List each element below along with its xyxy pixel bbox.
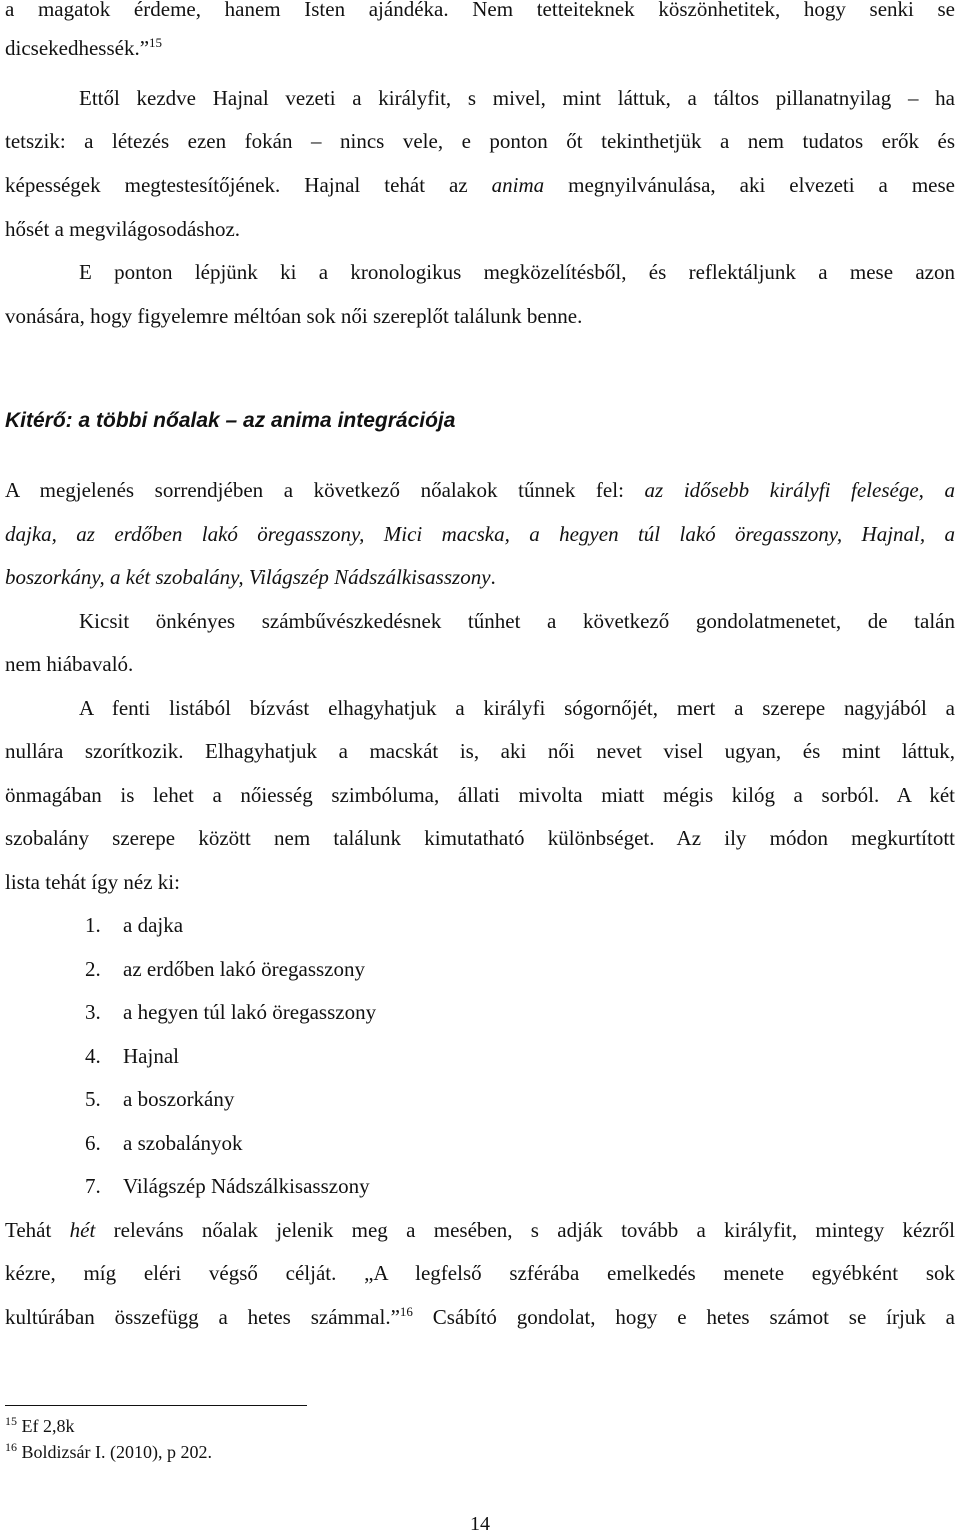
text-line: kézre, míg eléri végső célját. „A legfelső szférába emelkedés menete egyébként sok [5, 1261, 955, 1285]
list-text: a hegyen túl lakó öregasszony [123, 1000, 377, 1024]
list-item [85, 999, 376, 1025]
text-span: képességek megtestesítőjének. Hajnal tehát az [5, 173, 492, 197]
list-text: a szobalányok [123, 1131, 243, 1155]
text-line: Kicsit önkényes számbűvészkedésnek tűnhet a következő gondolatmenetet, de talán [79, 609, 955, 633]
text-line: nullára szorítkozik. Elhagyhatjuk a macskát is, aki női nevet visel ugyan, és mint láttuk, [5, 739, 955, 763]
footnote [5, 1441, 212, 1463]
text-line: a magatok érdeme, hanem Isten ajándéka. Nem tetteiteknek köszönhetitek, hogy senki se [5, 0, 955, 21]
text-line: nem hiábavaló. [5, 652, 134, 676]
text-span: dicsekedhessék.” [5, 36, 150, 60]
footnote-number: 16 [5, 1440, 17, 1454]
text-line [5, 1304, 955, 1330]
footnote-ref: 16 [399, 1304, 413, 1319]
list-text: Hajnal [123, 1044, 179, 1068]
text-line: vonására, hogy figyelemre méltóan sok női szereplőt találunk benne. [5, 304, 583, 328]
text-line: szobalány szerepe között nem találunk kimutatható különbséget. Az ily módon megkurtított [5, 826, 955, 850]
text-line: A fenti listából bízvást elhagyhatjuk a királyfi sógornőjét, mert a szerepe nagyjából a [79, 696, 955, 720]
list-number: 1. [85, 913, 101, 937]
italic-term: hét [69, 1218, 96, 1242]
text-line: hősét a megvilágosodáshoz. [5, 217, 241, 241]
text-span: Tehát [5, 1218, 70, 1242]
list-number: 2. [85, 957, 101, 981]
text-span: A megjelenés sorrendjében a következő nőalakok tűnnek fel: [5, 478, 645, 502]
text-line [5, 172, 955, 198]
footnote-text: Ef 2,8k [17, 1416, 75, 1436]
footnote-ref: 15 [149, 35, 163, 50]
text-span: kultúrában összefügg a hetes számmal.” [5, 1305, 400, 1329]
footnote-number: 15 [5, 1414, 17, 1428]
list-item [85, 956, 365, 982]
italic-text: boszorkány, a két szobalány, Világszép Nádszálkisasszony [5, 565, 491, 589]
list-item [85, 1173, 370, 1199]
text-span: releváns nőalak jelenik meg a mesében, s adják tovább a királyfit, mintegy kézről [95, 1218, 955, 1242]
italic-term: anima [491, 173, 545, 197]
text-line [5, 1217, 955, 1243]
text-line [5, 35, 955, 61]
text-span: megnyilvánulása, aki elvezeti a mese [544, 173, 955, 197]
list-number: 3. [85, 1000, 101, 1024]
list-text: a dajka [123, 913, 184, 937]
page-number: 14 [470, 1513, 490, 1535]
list-number: 4. [85, 1044, 101, 1068]
italic-text: dajka, az erdőben lakó öregasszony, Mici macska, a hegyen túl lakó öregasszony, Hajnal, a [5, 522, 955, 546]
text-line [5, 521, 955, 547]
text-line [5, 477, 955, 503]
list-item [85, 1086, 234, 1112]
text-span: Csábító gondolat, hogy e hetes számot se írjuk a [412, 1305, 955, 1329]
text-line [5, 564, 955, 590]
list-item [85, 1130, 243, 1156]
list-text: a boszorkány [123, 1087, 235, 1111]
text-line: önmagában is lehet a nőiesség szimbóluma, állati mivolta miatt mégis kilóg a sorból. A két [5, 783, 955, 807]
footnote-separator [5, 1405, 307, 1406]
footnote [5, 1415, 75, 1437]
list-item [85, 912, 183, 938]
list-number: 7. [85, 1174, 101, 1198]
list-number: 6. [85, 1131, 101, 1155]
list-text: az erdőben lakó öregasszony [123, 957, 365, 981]
text-span: . [490, 565, 496, 589]
text-line: E ponton lépjünk ki a kronologikus megközelítésből, és reflektáljunk a mese azon [79, 260, 955, 284]
text-line: tetszik: a létezés ezen fokán – nincs vele, e ponton őt tekinthetjük a nem tudatos erők és [5, 129, 955, 153]
footnote-text: Boldizsár I. (2010), p 202. [17, 1442, 212, 1462]
list-text: Világszép Nádszálkisasszony [123, 1174, 370, 1198]
list-number: 5. [85, 1087, 101, 1111]
section-heading: Kitérő: a többi nőalak – az anima integrációja [5, 409, 456, 432]
italic-text: az idősebb királyfi felesége, a [644, 478, 955, 502]
text-line: Ettől kezdve Hajnal vezeti a királyfit, s mivel, mint láttuk, a táltos pillanatnyilag – ha [79, 86, 955, 110]
text-line: lista tehát így néz ki: [5, 870, 180, 894]
list-item [85, 1043, 179, 1069]
